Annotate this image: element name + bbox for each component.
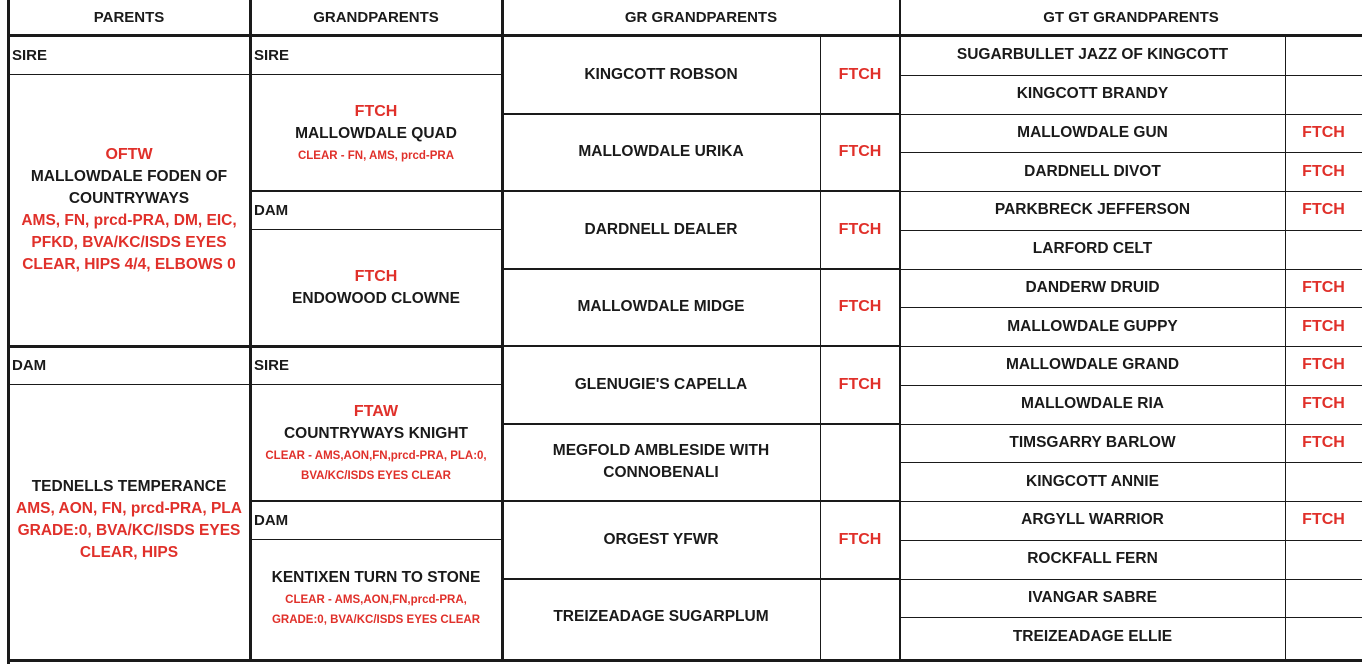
gt-gt-grandparent-name: KINGCOTT BRANDY [1016, 85, 1169, 103]
column-header [502, 0, 900, 34]
row-rule [250, 229, 502, 230]
row-rule [900, 114, 1362, 115]
row-rule [900, 501, 1362, 502]
great-grandparent-title: FTCH [838, 65, 882, 83]
gt-gt-grandparent [900, 540, 1285, 579]
parent-label [8, 36, 250, 74]
gt-gt-grandparent-title: FTCH [1302, 278, 1345, 296]
grandparent [250, 539, 502, 656]
grandparent-title: FTCH [354, 267, 398, 285]
row-rule [900, 307, 1362, 308]
gt-gt-grandparent [900, 191, 1285, 230]
gt-gt-grandparent [900, 346, 1285, 385]
gt-gt-grandparent [900, 269, 1285, 308]
col-rule [1285, 36, 1286, 662]
row-rule [900, 230, 1362, 231]
grandparent-label [250, 501, 502, 539]
row-rule [900, 152, 1362, 153]
row-rule [900, 385, 1362, 386]
great-grandparent-title: FTCH [838, 143, 882, 161]
gt-gt-grandparent [900, 36, 1285, 75]
great-grandparent-title-cell [820, 191, 900, 269]
gt-gt-grandparent-title-cell [1285, 540, 1362, 579]
grandparent-health: GRADE:0, BVA/KC/ISDS EYES CLEAR [271, 613, 481, 626]
grandparent [250, 229, 502, 346]
great-grandparent-title-cell [820, 114, 900, 192]
border-left [7, 0, 10, 664]
gt-gt-grandparent-title-cell [1285, 579, 1362, 618]
great-grandparent [502, 191, 820, 269]
great-grandparent [502, 36, 820, 114]
great-grandparent-name: GLENUGIE'S CAPELLA [574, 375, 748, 393]
grandparent-label [250, 191, 502, 229]
grandparent-health: BVA/KC/ISDS EYES CLEAR [301, 469, 451, 482]
grandparent-title: FTCH [354, 102, 398, 120]
gt-gt-grandparent-title-cell [1285, 385, 1362, 424]
row-rule [900, 424, 1362, 425]
parent-name: TEDNELLS TEMPERANCE [31, 478, 227, 495]
parent-name: MALLOWDALE FODEN OF [30, 168, 228, 185]
column-header [8, 0, 250, 34]
gt-gt-grandparent-name: LARFORD CELT [1032, 240, 1153, 258]
gt-gt-grandparent [900, 152, 1285, 191]
parent-label-text: DAM [12, 356, 47, 374]
row-rule [502, 190, 900, 192]
row-rule [900, 75, 1362, 76]
column-header-label: GT GT GRANDPARENTS [1043, 8, 1219, 26]
col-rule [249, 0, 252, 662]
row-rule [502, 423, 900, 425]
row-rule [250, 539, 502, 540]
gt-gt-grandparent-title: FTCH [1302, 433, 1345, 451]
gt-gt-grandparent [900, 307, 1285, 346]
great-grandparent-title-cell [820, 424, 900, 502]
row-rule [900, 191, 1362, 192]
row-rule [250, 74, 502, 75]
gt-gt-grandparent-name: MALLOWDALE RIA [1021, 395, 1164, 413]
row-rule [8, 384, 250, 385]
gt-gt-grandparent-title-cell [1285, 501, 1362, 540]
row-rule [900, 540, 1362, 541]
gt-gt-grandparent-title: FTCH [1302, 317, 1345, 335]
gt-gt-grandparent-title: FTCH [1302, 162, 1345, 180]
great-grandparent-name: CONNOBENALI [603, 464, 719, 482]
grandparent-label [250, 36, 502, 74]
gt-gt-grandparent-title-cell [1285, 462, 1362, 501]
grandparent-label-text: DAM [254, 201, 289, 219]
col-rule [501, 0, 504, 662]
gt-gt-grandparent [900, 385, 1285, 424]
column-header-label: PARENTS [93, 8, 165, 26]
gt-gt-grandparent [900, 114, 1285, 153]
row-rule [900, 617, 1362, 618]
great-grandparent [502, 579, 820, 657]
row-rule [900, 269, 1362, 270]
great-grandparent-name: MALLOWDALE URIKA [578, 143, 744, 161]
row-rule [502, 500, 900, 502]
great-grandparent [502, 114, 820, 192]
gt-gt-grandparent-name: MALLOWDALE GUPPY [1007, 317, 1178, 335]
great-grandparent-title-cell [820, 269, 900, 347]
great-grandparent-title: FTCH [838, 375, 882, 393]
grandparent-title: FTAW [353, 402, 399, 420]
gt-gt-grandparent-title-cell [1285, 346, 1362, 385]
great-grandparent-title: FTCH [838, 220, 882, 238]
gt-gt-grandparent-title: FTCH [1302, 395, 1345, 413]
row-rule [502, 113, 900, 115]
grandparent-name: ENDOWOOD CLOWNE [292, 289, 460, 307]
gt-gt-grandparent-title: FTCH [1302, 123, 1345, 141]
row-rule [502, 578, 900, 580]
gt-gt-grandparent-name: TREIZEADAGE ELLIE [1012, 627, 1173, 645]
grandparent-name: COUNTRYWAYS KNIGHT [283, 424, 468, 442]
gt-gt-grandparent [900, 424, 1285, 463]
parent-health: GRADE:0, BVA/KC/ISDS EYES [17, 522, 241, 539]
grandparent-label-text: SIRE [254, 46, 290, 64]
parent-health: AMS, AON, FN, prcd-PRA, PLA [16, 500, 242, 517]
column-header-label: GR GRANDPARENTS [624, 8, 778, 26]
grandparent [250, 384, 502, 501]
great-grandparent [502, 501, 820, 579]
parent-label-text: SIRE [12, 46, 48, 64]
great-grandparent-title: FTCH [838, 530, 882, 548]
row-rule [250, 190, 502, 192]
great-grandparent-name: TREIZEADAGE SUGARPLUM [553, 608, 769, 626]
parent-health: CLEAR, HIPS [79, 544, 179, 561]
grandparent-label [250, 346, 502, 384]
gt-gt-grandparent-name: DARDNELL DIVOT [1024, 162, 1161, 180]
great-grandparent-title-cell [820, 36, 900, 114]
gt-gt-grandparent-title: FTCH [1302, 201, 1345, 219]
row-rule [502, 345, 900, 347]
gt-gt-grandparent-title-cell [1285, 230, 1362, 269]
grandparent-health: CLEAR - FN, AMS, prcd-PRA [297, 149, 455, 162]
gt-gt-grandparent-title-cell [1285, 114, 1362, 153]
great-grandparent-name: MEGFOLD AMBLESIDE WITH [552, 442, 770, 460]
parent-health: PFKD, BVA/KC/ISDS EYES [31, 234, 227, 251]
gt-gt-grandparent-name: TIMSGARRY BARLOW [1009, 433, 1176, 451]
grandparent-label-text: DAM [254, 511, 289, 529]
border-bottom [8, 659, 1362, 662]
row-rule [900, 346, 1362, 347]
gt-gt-grandparent-title-cell [1285, 617, 1362, 656]
grandparent-health: CLEAR - AMS,AON,FN,prcd-PRA, PLA:0, [265, 449, 487, 462]
block-rule [8, 345, 502, 348]
gt-gt-grandparent-name: PARKBRECK JEFFERSON [994, 201, 1191, 219]
gt-gt-grandparent-title-cell [1285, 424, 1362, 463]
column-header-label: GRANDPARENTS [313, 8, 439, 26]
row-rule [900, 462, 1362, 463]
grandparent-label-text: SIRE [254, 356, 290, 374]
gt-gt-grandparent [900, 75, 1285, 114]
great-grandparent-title-cell [820, 579, 900, 657]
gt-gt-grandparent-title-cell [1285, 152, 1362, 191]
gt-gt-grandparent-title-cell [1285, 307, 1362, 346]
parent-title: OFTW [105, 146, 153, 163]
gt-gt-grandparent-name: KINGCOTT ANNIE [1026, 472, 1159, 490]
row-rule [900, 579, 1362, 580]
grandparent-name: KENTIXEN TURN TO STONE [271, 568, 481, 586]
gt-gt-grandparent-title-cell [1285, 191, 1362, 230]
gt-gt-grandparent-name: IVANGAR SABRE [1028, 588, 1157, 606]
gt-gt-grandparent-name: ARGYLL WARRIOR [1021, 511, 1164, 529]
gt-gt-grandparent-name: MALLOWDALE GRAND [1005, 356, 1180, 374]
great-grandparent [502, 346, 820, 424]
great-grandparent-name: MALLOWDALE MIDGE [577, 298, 745, 316]
row-rule [250, 384, 502, 385]
column-header [250, 0, 502, 34]
parent-dam [8, 384, 250, 656]
gt-gt-grandparent-title-cell [1285, 75, 1362, 114]
gt-gt-grandparent-title-cell [1285, 36, 1362, 75]
great-grandparent [502, 269, 820, 347]
parent-sire [8, 74, 250, 346]
great-grandparent-name: KINGCOTT ROBSON [584, 65, 738, 83]
great-grandparent-name: ORGEST YFWR [603, 530, 719, 548]
gt-gt-grandparent [900, 579, 1285, 618]
gt-gt-grandparent [900, 462, 1285, 501]
gt-gt-grandparent [900, 501, 1285, 540]
parent-health: AMS, FN, prcd-PRA, DM, EIC, [21, 212, 237, 229]
grandparent-health: CLEAR - AMS,AON,FN,prcd-PRA, [285, 593, 467, 606]
parent-health: CLEAR, HIPS 4/4, ELBOWS 0 [22, 256, 236, 273]
gt-gt-grandparent-title-cell [1285, 269, 1362, 308]
row-rule [502, 268, 900, 270]
grandparent-name: MALLOWDALE QUAD [295, 124, 457, 142]
great-grandparent-title-cell [820, 346, 900, 424]
great-grandparent-name: DARDNELL DEALER [584, 220, 738, 238]
great-grandparent-title: FTCH [838, 298, 882, 316]
row-rule [250, 500, 502, 502]
row-rule [8, 74, 250, 75]
col-rule [899, 0, 901, 662]
gt-gt-grandparent-name: ROCKFALL FERN [1027, 550, 1158, 568]
col-rule [820, 36, 821, 662]
gt-gt-grandparent-name: DANDERW DRUID [1025, 278, 1160, 296]
gt-gt-grandparent-name: SUGARBULLET JAZZ OF KINGCOTT [956, 46, 1229, 64]
header-rule [8, 34, 1362, 37]
parent-label [8, 346, 250, 384]
grandparent [250, 74, 502, 191]
great-grandparent [502, 424, 820, 502]
great-grandparent-title-cell [820, 501, 900, 579]
gt-gt-grandparent-title: FTCH [1302, 511, 1345, 529]
gt-gt-grandparent [900, 230, 1285, 269]
gt-gt-grandparent-title: FTCH [1302, 356, 1345, 374]
gt-gt-grandparent-name: MALLOWDALE GUN [1017, 123, 1168, 141]
column-header [900, 0, 1362, 34]
gt-gt-grandparent [900, 617, 1285, 656]
parent-name: COUNTRYWAYS [68, 190, 190, 207]
